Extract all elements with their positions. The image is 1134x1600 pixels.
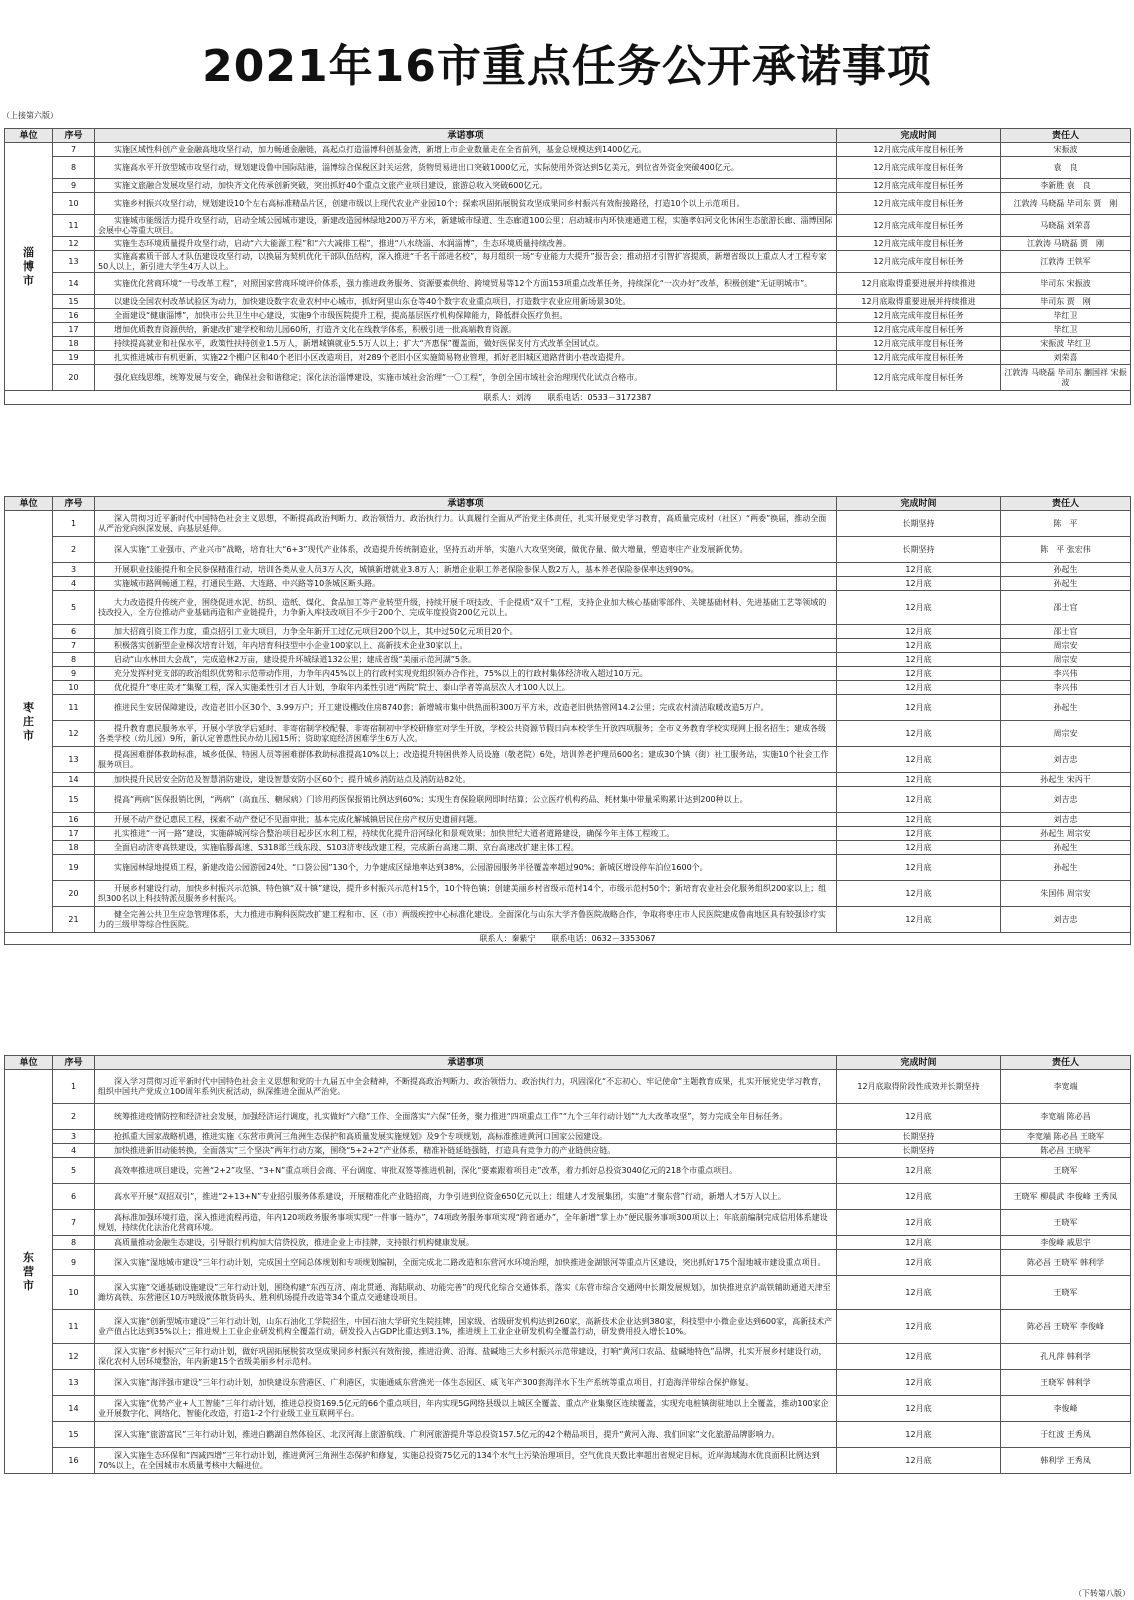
seq-cell: 16 [53, 309, 95, 323]
table-row [5, 1184, 1131, 1210]
resp-cell: 陈必昌 王晓军 李俊峰 [1001, 1310, 1131, 1344]
table-row [5, 215, 1131, 237]
item-cell: 实施高水平开放型城市攻坚行动，规划建设鲁中国际陆港，淄博综合保税区封关运营，货物贸易进出口突破1000亿元，实际使用外资达到5亿美元，到位省外资金突破400亿元。 [95, 157, 837, 179]
header-item: 承诺事项 [95, 129, 837, 143]
resp-cell: 宋振波 毕红卫 [1001, 337, 1131, 351]
item-cell: 深入实施“工业强市、产业兴市”战略，培育壮大“6+3”现代产业体系，改造提升传统制造业，坚持五动并举，实施八大攻坚突破，做优存量、做大增量，塑造枣庄产业发展新优势。 [95, 537, 837, 563]
time-cell: 12月底 [837, 591, 1001, 625]
item-cell: 高标准加强环境打造，深入推进流程再造，年内120项政务服务事项实现“一件事一链办”，74项政务服务事项实现“跨省通办”，全年新增“掌上办”便民服务事项300项以上；年底前编制完成信用体系建设规划，持续优化法治化营商环境。 [95, 1210, 837, 1236]
seq-cell: 12 [53, 237, 95, 251]
resp-cell: 周宗安 [1001, 721, 1131, 747]
item-cell: 实施城市路网畅通工程，打通民生路、大连路、中兴路等10条城区断头路。 [95, 577, 837, 591]
resp-cell: 王晓军 韩利学 [1001, 1370, 1131, 1396]
time-cell: 12月底 [837, 855, 1001, 881]
item-cell: 高质量推动金融生态建设，引导银行机构加大信贷投放，推进企业上市挂牌，支持银行机构健康发展。 [95, 1236, 837, 1250]
seq-cell: 7 [53, 1210, 95, 1236]
item-cell: 实施文旅融合发展攻坚行动，加快齐文化传承创新突破，突出抓好40个重点文旅产业项目建设，旅游总收入突破600亿元。 [95, 179, 837, 193]
item-cell: 实施区域性科创产业金融高地攻坚行动，加力畅通金融链，高起点打造淄博科创基金湾，新增上市企业数量走在全省前列，基金总规模达到1400亿元。 [95, 143, 837, 157]
item-cell: 深入贯彻习近平新时代中国特色社会主义思想，不断提高政治判断力、政治领悟力、政治执行力。认真履行全面从严治党主体责任，扎实开展党史学习教育，高质量完成村（社区）“两委”换届，推动全面从严治党向纵深发展、向基层延伸。 [95, 511, 837, 537]
resp-cell: 孙起生 [1001, 695, 1131, 721]
seq-cell: 10 [53, 193, 95, 215]
header-resp: 责任人 [1001, 497, 1131, 511]
time-cell: 12月底完成年度目标任务 [837, 143, 1001, 157]
seq-cell: 4 [53, 577, 95, 591]
seq-cell: 2 [53, 537, 95, 563]
table-row [5, 1144, 1131, 1158]
seq-cell: 11 [53, 215, 95, 237]
time-cell: 12月底完成年度目标任务 [837, 215, 1001, 237]
table-row [5, 681, 1131, 695]
resp-cell: 陈 平 [1001, 511, 1131, 537]
header-unit: 单位 [5, 497, 53, 511]
item-cell: 实施园林绿地提质工程，新建改造公园游园24处、“口袋公园”130个，力争建成区绿地率达到38%，公园游园服务半径覆盖率超过90%；新城区增设停车泊位1600个。 [95, 855, 837, 881]
item-cell: 启动“山水林田大会战”，完成造林2万亩，建设提升环城绿道132公里；建成省级“美丽示范河湖”5条。 [95, 653, 837, 667]
table-row [5, 537, 1131, 563]
table-row [5, 237, 1131, 251]
item-cell: 统筹推进疫情防控和经济社会发展，加强经济运行调度，扎实做好“六稳”工作、全面落实“六保”任务，聚力推进“四项重点工作”“九个三年行动计划”“九大改革攻坚”，努力完成全年目标任务。 [95, 1104, 837, 1130]
table-row [5, 1236, 1131, 1250]
header-item: 承诺事项 [95, 1056, 837, 1070]
table-row [5, 787, 1131, 813]
seq-cell: 3 [53, 563, 95, 577]
resp-cell: 孙起生 宋丙干 [1001, 773, 1131, 787]
resp-cell: 李兴伟 [1001, 667, 1131, 681]
contact-row [5, 933, 1131, 945]
seq-cell: 3 [53, 1130, 95, 1144]
table-row [5, 1310, 1131, 1344]
resp-cell: 孔凡萍 韩利学 [1001, 1344, 1131, 1370]
resp-cell: 刘吉忠 [1001, 907, 1131, 933]
item-cell: 深入实施“交通基础设施建设”三年行动计划，围绕构建“东西互济、南北贯通、海陆联动、功能完善”的现代化综合交通体系，落实《东营市综合交通网中长期发展规划》，加快推进京沪高铁辅助通道天津至潍坊高铁、东营港区10万吨级液体散货码头、胜利机场提升改造等34个重点交通建设项目。 [95, 1276, 837, 1310]
header-row [5, 1056, 1131, 1070]
time-cell: 长期坚持 [837, 1144, 1001, 1158]
time-cell: 12月底 [837, 577, 1001, 591]
header-seq: 序号 [53, 497, 95, 511]
time-cell: 12月底完成年度目标任务 [837, 337, 1001, 351]
resp-cell: 周宗安 [1001, 639, 1131, 653]
time-cell: 12月底完成年度目标任务 [837, 237, 1001, 251]
seq-cell: 13 [53, 251, 95, 273]
seq-cell: 16 [53, 1448, 95, 1474]
table-row [5, 1370, 1131, 1396]
item-cell: 深入实施“海洋强市建设”三年行动计划，加快建设东营港区、广利港区，实施通威东营渔光一体生态园区、威飞年产300套海洋水下生产系统等重点项目，打造海洋带综合保护修复。 [95, 1370, 837, 1396]
table-row [5, 143, 1131, 157]
item-cell: 充分发挥村党支部的政治组织优势和示范带动作用，力争年内45%以上的行政村实现党组织领办合作社，75%以上的行政村集体经济收入超过10万元。 [95, 667, 837, 681]
resp-cell: 刘荣喜 [1001, 351, 1131, 365]
seq-cell: 18 [53, 337, 95, 351]
item-cell: 推进民生安居保障建设，改造老旧小区30个、3.99万户；开工建设棚改住房8740套；新增城市集中供热面积300万平方米，改造老旧供热管网14.2公里；完成农村清洁取暖改造5万户。 [95, 695, 837, 721]
item-cell: 高效率推进项目建设，完善“2+2”攻坚、“3+N”重点项目会商、平台调度、审批双签等推进机制，深化“要素跟着项目走”改革，着力抓好总投资3040亿元的218个市重点项目。 [95, 1158, 837, 1184]
seq-cell: 19 [53, 351, 95, 365]
seq-cell: 1 [53, 1070, 95, 1104]
resp-cell: 王晓军 [1001, 1158, 1131, 1184]
resp-cell: 李宽端 [1001, 1070, 1131, 1104]
time-cell: 12月底 [837, 841, 1001, 855]
item-cell: 深入实施“乡村振兴”三年行动计划，做好巩固拓展脱贫攻坚成果同乡村振兴有效衔接，推进沿黄、沿海、盐碱地三大乡村振兴示范带建设，打响“黄河口农品、盐碱地特色”品牌，扎实开展乡村建设行动，深化农村人居环境整治，年内新建15个省级美丽乡村示范村。 [95, 1344, 837, 1370]
resp-cell: 江敦涛 马晓磊 毕司东 贾 刚 [1001, 193, 1131, 215]
item-cell: 大力改造提升传统产业，围绕促进水泥、纺织、造纸、煤化、食品加工等产业转型升级，持续开展千项技改、千企提质“双千”工程，支持企业加大核心基础零部件、关键基础材料、先进基础工艺等领域的技改投入，全方位推动产业基础再造和产业链提升，力争新入库技改项目不少于200个、完成年度投资200亿元以上。 [95, 591, 837, 625]
seq-cell: 15 [53, 787, 95, 813]
time-cell: 12月底 [837, 773, 1001, 787]
time-cell: 长期坚持 [837, 1130, 1001, 1144]
table-row [5, 1104, 1131, 1130]
dongying-table [4, 1055, 1131, 1474]
table-row [5, 653, 1131, 667]
time-cell: 12月底 [837, 1158, 1001, 1184]
seq-cell: 6 [53, 1184, 95, 1210]
table-row [5, 1250, 1131, 1276]
time-cell: 12月底 [837, 1250, 1001, 1276]
time-cell: 12月底 [837, 1448, 1001, 1474]
resp-cell: 孙起生 [1001, 855, 1131, 881]
table-row [5, 813, 1131, 827]
contact-info: 联系人：刘涛 联系电话：0533－3172387 [5, 391, 1131, 405]
time-cell: 12月底 [837, 907, 1001, 933]
resp-cell: 李兴伟 [1001, 681, 1131, 695]
time-cell: 12月底 [837, 1370, 1001, 1396]
seq-cell: 6 [53, 625, 95, 639]
resp-cell: 毕司东 贾 刚 [1001, 295, 1131, 309]
table-row [5, 273, 1131, 295]
seq-cell: 18 [53, 841, 95, 855]
time-cell: 12月底完成年度目标任务 [837, 179, 1001, 193]
resp-cell: 孙起生 [1001, 563, 1131, 577]
item-cell: 开展职业技能提升和全民参保精准行动，培训各类从业人员3万人次，城镇新增就业3.8万人；新增企业职工养老保险参保人数2万人，基本养老保险参保率达到90%。 [95, 563, 837, 577]
item-cell: 开展不动产登记惠民工程，探索不动产登记不见面审批；基本完成化解城镇居民住房产权历史遗留问题。 [95, 813, 837, 827]
table-row [5, 667, 1131, 681]
time-cell: 12月底完成年度目标任务 [837, 351, 1001, 365]
resp-cell: 马晓磊 刘荣喜 [1001, 215, 1131, 237]
seq-cell: 19 [53, 855, 95, 881]
resp-cell: 孙起生 [1001, 577, 1131, 591]
item-cell: 深入实施生态环保和“四减四增”三年行动计划，推进黄河三角洲生态保护和修复，实施总投资75亿元的134个水气土污染治理项目，空气优良天数比率超出省规定目标，近岸海域海水优良面积比例达到70%以上，在全国城市水质量考核中大幅进位。 [95, 1448, 837, 1474]
seq-cell: 14 [53, 773, 95, 787]
seq-cell: 16 [53, 813, 95, 827]
resp-cell: 孙起生 周宗安 [1001, 827, 1131, 841]
resp-cell: 王晓军 [1001, 1210, 1131, 1236]
table-row [5, 639, 1131, 653]
header-time: 完成时间 [837, 1056, 1001, 1070]
table-row [5, 251, 1131, 273]
seq-cell: 11 [53, 1310, 95, 1344]
seq-cell: 9 [53, 667, 95, 681]
table-row [5, 351, 1131, 365]
table-row [5, 721, 1131, 747]
resp-cell: 王晓军 [1001, 1276, 1131, 1310]
table-row [5, 625, 1131, 639]
item-cell: 深入实施“旅游富民”三年行动计划，推进白鹳湖自然体验区、北汊河海上旅游航线、广利河旅游提升等总投资157.5亿元的42个精品项目，提升“黄河入海、我们回家”文化旅游品牌影响力。 [95, 1422, 837, 1448]
item-cell: 提高困难群体救助标准，城乡低保、特困人员等困难群体救助标准提高10%以上；改造提升特困供养人员设施（敬老院）6处，培训养老护理员600名；建成30个镇（街）社工服务站，实施10个社会工作服务项目。 [95, 747, 837, 773]
resp-cell: 于红波 王秀凤 [1001, 1422, 1131, 1448]
contact-info: 联系人：秦紫宁 联系电话：0632－3353067 [5, 933, 1131, 945]
resp-cell: 陈必昌 王晓军 韩利学 [1001, 1250, 1131, 1276]
resp-cell: 江敦涛 王铁军 [1001, 251, 1131, 273]
seq-cell: 13 [53, 1370, 95, 1396]
time-cell: 12月底 [837, 1396, 1001, 1422]
table-row [5, 1158, 1131, 1184]
table-row [5, 157, 1131, 179]
seq-cell: 7 [53, 143, 95, 157]
seq-cell: 20 [53, 881, 95, 907]
time-cell: 12月底 [837, 625, 1001, 639]
time-cell: 12月底 [837, 1276, 1001, 1310]
item-cell: 提升教育惠民服务水平，开展小学放学后延时、非寄宿制学校配餐、非寄宿制初中学校研修室对学生开放，学校公共资源节假日向本校学生开放四项服务；全市义务教育学校实现网上报名招生；建成各级各类学校（幼儿园）9所，新认定普惠性民办幼儿园15所；资助家庭经济困难学生6万人次。 [95, 721, 837, 747]
unit-cell [5, 143, 53, 391]
item-cell: 实施生态环境质量提升攻坚行动，启动“六大能源工程”和“六大减排工程”，推进“八水绕淄、水润淄博”，生态环境质量持续改善。 [95, 237, 837, 251]
header-unit: 单位 [5, 1056, 53, 1070]
item-cell: 强化底线思维，统筹发展与安全，确保社会和谐稳定；深化法治淄博建设，实施市域社会治理“一〇工程”，争创全国市域社会治理现代化试点合格市。 [95, 365, 837, 391]
seq-cell: 8 [53, 1236, 95, 1250]
time-cell: 长期坚持 [837, 511, 1001, 537]
item-cell: 健全完善公共卫生应急管理体系，大力推进市胸科医院改扩建工程和市、区（市）两级疾控中心标准化建设。全面深化与山东大学齐鲁医院战略合作，争取将枣庄市人民医院建成鲁南地区具有较强诊疗实力的三级甲等综合性医院。 [95, 907, 837, 933]
table-row [5, 563, 1131, 577]
item-cell: 扎实推进城市有机更新，实施22个棚户区和40个老旧小区改造项目，对289个老旧小区实施简易物业管理，抓好老旧城区道路背街小巷改造提升。 [95, 351, 837, 365]
item-cell: 积极落实创新型企业梯次培育计划，年内培育科技型中小企业100家以上、高新技术企业30家以上。 [95, 639, 837, 653]
item-cell: 深入实施“湿地城市建设”三年行动计划，完成国土空间总体规划和专项规划编制，全面完成北二路改造和东营河水环境治理，加快推进金湖银河等重点片区建设，突出抓好175个湿地城市建设重点项目。 [95, 1250, 837, 1276]
table-row [5, 1210, 1131, 1236]
seq-cell: 10 [53, 681, 95, 695]
resp-cell: 周宗安 [1001, 653, 1131, 667]
header-resp: 责任人 [1001, 1056, 1131, 1070]
header-unit: 单位 [5, 129, 53, 143]
resp-cell: 邵士官 [1001, 625, 1131, 639]
table-row [5, 695, 1131, 721]
time-cell: 12月底完成年度目标任务 [837, 365, 1001, 391]
seq-cell: 8 [53, 157, 95, 179]
resp-cell: 刘吉忠 [1001, 747, 1131, 773]
table-row [5, 855, 1131, 881]
item-cell: 高水平开展“双招双引”，推进“2+13+N”专业招引服务体系建设，开展精准化产业链招商，力争引进到位资金650亿元以上；组建人才发展集团，实施“才聚东营”行动，新增人才5万人以上。 [95, 1184, 837, 1210]
resp-cell: 韩利学 王秀凤 [1001, 1448, 1131, 1474]
seq-cell: 2 [53, 1104, 95, 1130]
item-cell: 深入学习贯彻习近平新时代中国特色社会主义思想和党的十九届五中全会精神，不断提高政治判断力、政治领悟力、政治执行力，巩固深化“不忘初心、牢记使命”主题教育成果，扎实开展党史学习教育，组织中国共产党成立100周年系列庆祝活动，纵深推进全面从严治党。 [95, 1070, 837, 1104]
unit-cell [5, 1070, 53, 1474]
table-row [5, 747, 1131, 773]
contact-row [5, 391, 1131, 405]
table-row [5, 1448, 1131, 1474]
time-cell: 12月底完成年度目标任务 [837, 309, 1001, 323]
seq-cell: 20 [53, 365, 95, 391]
table-row [5, 179, 1131, 193]
time-cell: 12月底 [837, 1422, 1001, 1448]
table-row [5, 841, 1131, 855]
time-cell: 12月底 [837, 695, 1001, 721]
header-row [5, 497, 1131, 511]
resp-cell: 毕红卫 [1001, 323, 1131, 337]
table-row [5, 1422, 1131, 1448]
item-cell: 深入实施“创新型城市建设”三年行动计划，山东石油化工学院招生，中国石油大学研究生院挂牌，国家级、省级研发机构达到260家，高新技术企业达到380家，科技型中小微企业达到600家，高新技术产业产值占比达到35%以上；推进规上工业企业研发机构全覆盖行动，研发投入占GDP比重达到3.1%，推进规上工业企业研发机构全覆盖行动，研发费用投入增长10%。 [95, 1310, 837, 1344]
item-cell: 深入实施“优势产业+人工智能”三年行动计划，推进总投资169.5亿元的66个重点项目，年内实现5G网络县级以上城区全覆盖、重点产业集聚区连续覆盖，实现充电桩镇街驻地以上全覆盖，推动100家企业开展数字化、网络化、智能化改造，打造1-2个行业级工业互联网平台。 [95, 1396, 837, 1422]
header-item: 承诺事项 [95, 497, 837, 511]
time-cell: 12月底取得重要进展并持续推进 [837, 295, 1001, 309]
resp-cell: 刘吉忠 [1001, 787, 1131, 813]
seq-cell: 15 [53, 1422, 95, 1448]
time-cell: 12月底 [837, 1236, 1001, 1250]
table-row [5, 1396, 1131, 1422]
resp-cell: 江敦涛 马晓磊 贾 刚 [1001, 237, 1131, 251]
table-row [5, 827, 1131, 841]
resp-cell: 江敦涛 马晓磊 毕司东 蒯国祥 宋振波 [1001, 365, 1131, 391]
item-cell: 优化提升“枣庄英才”集聚工程，深入实施柔性引才百人计划，争取年内柔性引进“两院”院士、泰山学者等高层次人才100人以上。 [95, 681, 837, 695]
unit-name: 枣庄市 [23, 700, 34, 742]
seq-cell: 21 [53, 907, 95, 933]
time-cell: 12月底 [837, 1210, 1001, 1236]
table-row [5, 881, 1131, 907]
zibo-table [4, 128, 1131, 405]
table-row [5, 773, 1131, 787]
resp-cell: 李宽端 陈必昌 [1001, 1104, 1131, 1130]
unit-name: 东营市 [23, 1250, 34, 1292]
time-cell: 12月底完成年度目标任务 [837, 251, 1001, 273]
resp-cell: 毕红卫 [1001, 309, 1131, 323]
resp-cell: 王晓军 柳晨武 李俊峰 王秀凤 [1001, 1184, 1131, 1210]
table-row [5, 365, 1131, 391]
seq-cell: 4 [53, 1144, 95, 1158]
time-cell: 12月底 [837, 813, 1001, 827]
header-time: 完成时间 [837, 129, 1001, 143]
table-row [5, 323, 1131, 337]
seq-cell: 17 [53, 323, 95, 337]
resp-cell: 宋振波 [1001, 143, 1131, 157]
time-cell: 长期坚持 [837, 537, 1001, 563]
seq-cell: 5 [53, 1158, 95, 1184]
item-cell: 实施优化营商环境“一号改革工程”，对照国家营商环境评价体系，强力推进政务服务、资源要素供给、跨境贸易等12个方面153项重点改革任务，持续深化“一次办好”改革，积极创建“无证明城市”。 [95, 273, 837, 295]
item-cell: 加快提升民居安全防范及智慧消防建设，建设智慧安防小区60个；提升城乡消防站点及消防站82处。 [95, 773, 837, 787]
continued-from-note: （上接第六版） [2, 111, 58, 120]
unit-cell [5, 511, 53, 933]
time-cell: 12月底取得重要进展并持续推进 [837, 273, 1001, 295]
time-cell: 12月底 [837, 563, 1001, 577]
table-row [5, 591, 1131, 625]
seq-cell: 15 [53, 295, 95, 309]
table-row [5, 511, 1131, 537]
resp-cell: 陈必昌 王晓军 [1001, 1144, 1131, 1158]
table-row [5, 1130, 1131, 1144]
seq-cell: 12 [53, 721, 95, 747]
time-cell: 12月底 [837, 827, 1001, 841]
time-cell: 12月底 [837, 639, 1001, 653]
item-cell: 持续提高就业和社保水平，政策性扶持创业1.5万人，新增城镇就业5.5万人以上；扩大“齐惠保”覆盖面，做好医保支付方式改革全国试点。 [95, 337, 837, 351]
item-cell: 开展乡村建设行动，加快乡村振兴示范镇、特色镇“双十镇”建设，提升乡村振兴示范村15个，10个特色镇；创建美丽乡村省级示范村14个、市级示范村50个；新培育农业社会化服务组织200家以上；组织300名以上科技特派员服务乡村振兴。 [95, 881, 837, 907]
seq-cell: 12 [53, 1344, 95, 1370]
table-row [5, 1070, 1131, 1104]
header-row [5, 129, 1131, 143]
time-cell: 12月底 [837, 1310, 1001, 1344]
time-cell: 12月底 [837, 1344, 1001, 1370]
resp-cell: 陈 平 张宏伟 [1001, 537, 1131, 563]
time-cell: 12月底 [837, 1184, 1001, 1210]
seq-cell: 9 [53, 179, 95, 193]
seq-cell: 17 [53, 827, 95, 841]
seq-cell: 13 [53, 747, 95, 773]
time-cell: 12月底 [837, 881, 1001, 907]
page-title: 2021年16市重点任务公开承诺事项 [202, 41, 932, 92]
resp-cell: 刘吉忠 [1001, 813, 1131, 827]
table-row [5, 1276, 1131, 1310]
time-cell: 12月底完成年度目标任务 [837, 323, 1001, 337]
table-row [5, 907, 1131, 933]
header-seq: 序号 [53, 1056, 95, 1070]
resp-cell: 袁 良 [1001, 157, 1131, 179]
table-row [5, 337, 1131, 351]
item-cell: 加快推进新旧动能转换，全面落实“三个坚决”两年行动方案，围绕“5+2+2”产业体系，精准补链延链强链，打造具有竞争力的产业链供应链。 [95, 1144, 837, 1158]
item-cell: 增加优质教育资源供给，新建改扩建学校和幼儿园60所，打造齐文化在线教学体系，积极引进一批高端教育资源。 [95, 323, 837, 337]
unit-name: 淄博市 [23, 245, 34, 287]
item-cell: 提高“两病”医保报销比例，“两病”（高血压、糖尿病）门诊用药医保报销比例达到60%；实现生育保险联网即时结算；公立医疗机构药品、耗材集中带量采购累计达到200种以上。 [95, 787, 837, 813]
item-cell: 实施乡村振兴攻坚行动，规划建设10个左右高标准精品片区，创建市级以上现代农业产业园10个；探索巩固拓展脱贫攻坚成果同乡村振兴有效衔接路径，打造10个以上示范项目。 [95, 193, 837, 215]
header-seq: 序号 [53, 129, 95, 143]
item-cell: 以建设全国农村改革试验区为动力，加快建设数字农业农村中心城市，抓好阿里山东仓等40个数字农业重点项目，打造数字农业应用新场景30处。 [95, 295, 837, 309]
resp-cell: 孙起生 [1001, 841, 1131, 855]
seq-cell: 14 [53, 273, 95, 295]
item-cell: 加大招商引资工作力度，重点招引工业大项目，力争全年新开工过亿元项目200个以上，其中过50亿元项目20个。 [95, 625, 837, 639]
resp-cell: 李俊峰 戚思宇 [1001, 1236, 1131, 1250]
seq-cell: 7 [53, 639, 95, 653]
item-cell: 扎实推进“一河一路”建设，实施薛城河综合整治项目起步区水利工程，持续优化提升沿河绿化和景观效果；加快世纪大道者道路建设，确保今年主体工程竣工。 [95, 827, 837, 841]
continued-to-note: （下转第八版） [1074, 1589, 1130, 1598]
header-resp: 责任人 [1001, 129, 1131, 143]
header-time: 完成时间 [837, 497, 1001, 511]
seq-cell: 5 [53, 591, 95, 625]
resp-cell: 李宽端 陈必昌 王晓军 [1001, 1130, 1131, 1144]
table-row [5, 1344, 1131, 1370]
table-row [5, 295, 1131, 309]
time-cell: 12月底 [837, 1104, 1001, 1130]
time-cell: 12月底 [837, 653, 1001, 667]
resp-cell: 李俊峰 [1001, 1396, 1131, 1422]
seq-cell: 9 [53, 1250, 95, 1276]
time-cell: 12月底 [837, 787, 1001, 813]
table-row [5, 309, 1131, 323]
time-cell: 12月底取得阶段性成效并长期坚持 [837, 1070, 1001, 1104]
time-cell: 12月底完成年度目标任务 [837, 157, 1001, 179]
seq-cell: 11 [53, 695, 95, 721]
time-cell: 12月底 [837, 721, 1001, 747]
resp-cell: 李新胜 袁 良 [1001, 179, 1131, 193]
resp-cell: 毕司东 宋振波 [1001, 273, 1131, 295]
time-cell: 12月底完成年度目标任务 [837, 193, 1001, 215]
zaozhuang-table [4, 496, 1131, 945]
resp-cell: 朱国伟 周宗安 [1001, 881, 1131, 907]
item-cell: 实施城市能级活力提升攻坚行动，启动全域公园城市建设，新建改造园林绿地200万平方米，新建城市绿道、生态廊道100公里；启动城市内环快速通道工程，实施孝妇河文化休闲生态旅游长廊、淄博国际会展中心等重大项目。 [95, 215, 837, 237]
time-cell: 12月底 [837, 681, 1001, 695]
item-cell: 抢抓重大国家战略机遇，推进实施《东营市黄河三角洲生态保护和高质量发展实施规划》及9个专项规划，高标准推进黄河口国家公园建设。 [95, 1130, 837, 1144]
seq-cell: 10 [53, 1276, 95, 1310]
table-row [5, 193, 1131, 215]
time-cell: 12月底 [837, 747, 1001, 773]
time-cell: 12月底 [837, 667, 1001, 681]
seq-cell: 1 [53, 511, 95, 537]
resp-cell: 邵士官 [1001, 591, 1131, 625]
item-cell: 全面启动济枣高铁建设，实施临滕高速、S318郯兰线东段、S103济枣线改建工程，完成新台高速二期、京台高速改扩建主体工程。 [95, 841, 837, 855]
item-cell: 全面建设“健康淄博”，加快市公共卫生中心建设，实施9个市级医院提升工程，提高基层医疗机构保障能力，降低群众医疗负担。 [95, 309, 837, 323]
table-row [5, 577, 1131, 591]
seq-cell: 14 [53, 1396, 95, 1422]
seq-cell: 8 [53, 653, 95, 667]
item-cell: 实施高素质干部人才队伍建设攻坚行动，以换届为契机优化干部队伍结构，深入推进“千名干部进名校”，每月组织一场“专业能力大提升”报告会；推动招才引智扩容提质，新增省级以上重点人才工程专家50人以上，新引进大学生4万人以上。 [95, 251, 837, 273]
